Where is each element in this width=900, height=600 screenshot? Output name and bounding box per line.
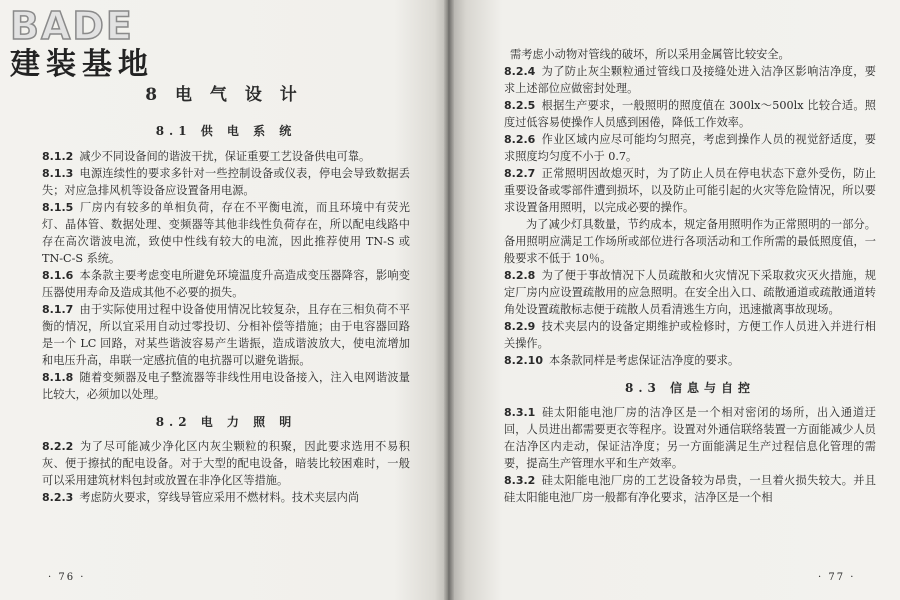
chapter-title: 8 电 气 设 计 bbox=[145, 85, 303, 105]
clause-number: 8.1.2 bbox=[42, 150, 74, 163]
logo-brand: BADE bbox=[10, 4, 134, 48]
clause-number: 8.2.2 bbox=[42, 440, 74, 453]
clause-number: 8.2.5 bbox=[504, 99, 536, 112]
clause-continuation bbox=[504, 46, 876, 63]
section-title-8-2: 8.2 电 力 照 明 bbox=[155, 415, 297, 429]
clause-8-1-2 bbox=[42, 148, 410, 165]
page-number: · 76 · bbox=[48, 572, 86, 583]
clause-text: 根据生产要求，一般照明的照度值在 300lx～500lx 比较合适。照度过低容易使操作人员感到困倦，降低工作效率。 bbox=[504, 99, 876, 129]
section-8-2-continued bbox=[504, 46, 876, 506]
clause-8-1-8 bbox=[42, 369, 410, 403]
clause-number: 8.2.3 bbox=[42, 491, 74, 504]
page-number: · 77 · bbox=[818, 572, 856, 583]
clause-8-1-5 bbox=[42, 199, 410, 267]
clause-text: 作业区域内应尽可能均匀照亮，考虑到操作人员的视觉舒适度，要求照度均匀度不小于 0.7。 bbox=[504, 133, 876, 163]
clause-number: 8.1.3 bbox=[42, 167, 74, 180]
clause-8-1-7 bbox=[42, 301, 410, 369]
clause-number: 8.2.10 bbox=[504, 354, 543, 367]
clause-8-2-7 bbox=[504, 165, 876, 216]
right-page bbox=[448, 0, 900, 600]
clause-number: 8.2.7 bbox=[504, 167, 536, 180]
clause-text: 本条款同样是考虑保证洁净度的要求。 bbox=[548, 354, 740, 367]
clause-number: 8.3.1 bbox=[504, 406, 536, 419]
section-title-8-3: 8.3 信息与自控 bbox=[624, 381, 756, 395]
clause-8-3-1 bbox=[504, 404, 876, 472]
clause-8-2-6 bbox=[504, 131, 876, 165]
section-8-1 bbox=[42, 122, 410, 506]
clause-8-2-10 bbox=[504, 352, 876, 369]
clause-8-2-7-paragraph-2 bbox=[504, 216, 876, 267]
clause-text: 技术夹层内的设备定期维护或检修时，方便工作人员进入并进行相关操作。 bbox=[504, 320, 876, 350]
clause-number: 8.2.6 bbox=[504, 133, 536, 146]
clause-number: 8.2.4 bbox=[504, 65, 536, 78]
clause-text: 为了防止灰尘颗粒通过管线口及接缝处进入洁净区影响洁净度，要求上述部位应做密封处理。 bbox=[504, 65, 876, 95]
left-page bbox=[0, 0, 448, 600]
clause-8-2-5 bbox=[504, 97, 876, 131]
clause-8-2-8 bbox=[504, 267, 876, 318]
clause-number: 8.1.8 bbox=[42, 371, 74, 384]
clause-number: 8.2.9 bbox=[504, 320, 536, 333]
clause-text: 硅太阳能电池厂房的工艺设备较为昂贵，一旦着火损失较大。并且硅太阳能电池厂房一般都有净化要求，洁净区是一个相 bbox=[504, 474, 876, 504]
clause-text: 为了尽可能减少净化区内灰尘颗粒的积聚，因此要求选用不易积灰、便于擦拭的配电设备。对于大型的配电设备，暗装比较困难时，一般可以采用建筑材料包封或放置在非净化区等措施。 bbox=[42, 440, 410, 487]
clause-text: 由于实际使用过程中设备使用情况比较复杂，且存在三相负荷不平衡的情况，所以宜采用自动过零投切、分相补偿等措施；由于电容器回路是一个 LC 回路，对某些谐波容易产生谐振，造成谐波放大，使电流增加和电压升高，串联一定感抗值的电抗器可以避免谐振。 bbox=[42, 303, 410, 367]
clause-8-2-2 bbox=[42, 438, 410, 489]
clause-8-2-3 bbox=[42, 489, 410, 506]
book-gutter bbox=[444, 0, 454, 600]
logo bbox=[10, 6, 180, 82]
clause-number: 8.1.5 bbox=[42, 201, 74, 214]
clause-text: 正常照明因故熄灭时，为了防止人员在停电状态下意外受伤，防止重要设备或零部件遭到损坏，以及防止可能引起的火灾等危险情况，所以要求设置备用照明，以完成必要的操作。 bbox=[504, 167, 876, 214]
clause-number: 8.2.8 bbox=[504, 269, 536, 282]
clause-8-3-2 bbox=[504, 472, 876, 506]
clause-8-1-6 bbox=[42, 267, 410, 301]
clause-text: 减少不同设备间的谐波干扰，保证重要工艺设备供电可靠。 bbox=[79, 150, 371, 163]
clause-text: 考虑防火要求，穿线导管应采用不燃材料。技术夹层内尚 bbox=[79, 491, 360, 504]
clause-text: 需考虑小动物对管线的破坏，所以采用金属管比较安全。 bbox=[510, 48, 790, 61]
clause-text: 为了减少灯具数量，节约成本，规定备用照明作为正常照明的一部分。备用照明应满足工作场所或部位进行各项活动和工作所需的最低照度值，一般要求不低于 10％。 bbox=[504, 218, 876, 265]
clause-number: 8.1.7 bbox=[42, 303, 74, 316]
section-title-8-1: 8.1 供 电 系 统 bbox=[155, 124, 297, 138]
clause-text: 厂房内有较多的单相负荷，存在不平衡电流，而且环境中有荧光灯、晶体管、数据处理、变频器等其他非线性负荷存在，所以配电线路中存在高次谐波电流，致使中性线有较大的电流，因此推荐使用 TN-S 或 TN-C-S 系统。 bbox=[42, 201, 410, 265]
logo-chinese: 建装基地 bbox=[10, 47, 154, 82]
clause-text: 本条款主要考虑变电所避免环境温度升高造成变压器降容，影响变压器使用寿命及造成其他不必要的损失。 bbox=[42, 269, 410, 299]
clause-text: 电源连续性的要求多针对一些控制设备或仪表，停电会导致数据丢失；对应急排风机等设备应设置备用电源。 bbox=[42, 167, 410, 197]
clause-number: 8.3.2 bbox=[504, 474, 536, 487]
clause-number: 8.1.6 bbox=[42, 269, 74, 282]
clause-text: 随着变频器及电子整流器等非线性用电设备接入，注入电网谐波量比较大，必须加以处理。 bbox=[42, 371, 410, 401]
clause-text: 硅太阳能电池厂房的洁净区是一个相对密闭的场所，出入通道迂回，人员进出都需要更衣等程序。设置对外通信联络装置一方面能减少人员在洁净区内走动，保证洁净度；另一方面能满足生产过程信息化管理的需要，提高生产管理水平和生产效率。 bbox=[504, 406, 876, 470]
clause-8-2-4 bbox=[504, 63, 876, 97]
clause-8-2-9 bbox=[504, 318, 876, 352]
clause-8-1-3 bbox=[42, 165, 410, 199]
clause-text: 为了便于事故情况下人员疏散和火灾情况下采取救灾灭火措施，规定厂房内应设置疏散用的应急照明。在安全出入口、疏散通道或疏散通道转角处设置疏散标志便于疏散人员看清逃生方向，迅速撤离事故现场。 bbox=[504, 269, 876, 316]
